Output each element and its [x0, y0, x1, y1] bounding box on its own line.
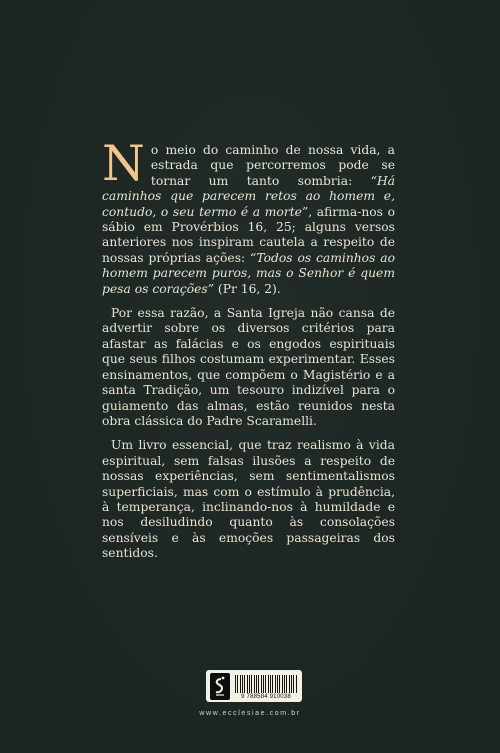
proverbs-quote-2: “Todos os caminhos ao homem parecem puros, mas o Senhor é quem pesa os corações”	[102, 250, 395, 296]
paragraph-1	[102, 135, 395, 297]
dropcap-letter: N	[102, 135, 145, 192]
barcode-wrapper	[234, 675, 298, 700]
barcode-number: 9 788584 910038	[241, 694, 291, 700]
paragraph-1-part-2: , afirma-nos o sábio em Provérbios 16, 25; alguns versos anteriores nos inspiram cautela a respeito de nossas próprias ações:	[102, 204, 395, 265]
barcode-panel	[206, 670, 302, 702]
proverbs-quote-1: “Há caminhos que parecem retos ao homem e, contudo, o seu termo é a morte”	[102, 173, 395, 219]
publisher-logo-icon	[210, 673, 230, 700]
paragraph-1-part-3: (Pr 16, 2).	[214, 281, 281, 296]
barcode-graphic	[235, 675, 298, 693]
blurb-text-block	[102, 135, 395, 571]
paragraph-1-part-1: o meio do caminho de nossa vida, a estrada que percorremos pode se tornar um tanto sombria:	[150, 143, 395, 188]
publisher-website: www.ecclesiae.com.br	[199, 710, 301, 717]
paragraph-2: Por essa razão, a Santa Igreja não cansa de advertir sobre os diversos critérios para afastar as falácias e os engodos espirituais que seus filhos costumam experimentar. Esses ensinamentos, que compõem o Magistério e a santa Tradição, um tesouro indizível para o guiamento das almas, estão reunidos nesta obra clássica do Padre Scaramelli.	[102, 306, 395, 428]
paragraph-3: Um livro essencial, que traz realismo à vida espiritual, sem falsas ilusões a respeito de nossas experiências, sem sentimentalismos superficiais, mas com o estímulo à prudência, à temperança, inclinando-nos à humildade e nos desiludindo quanto às consolações sensíveis e às emoções passageiras dos sentidos.	[102, 438, 395, 561]
